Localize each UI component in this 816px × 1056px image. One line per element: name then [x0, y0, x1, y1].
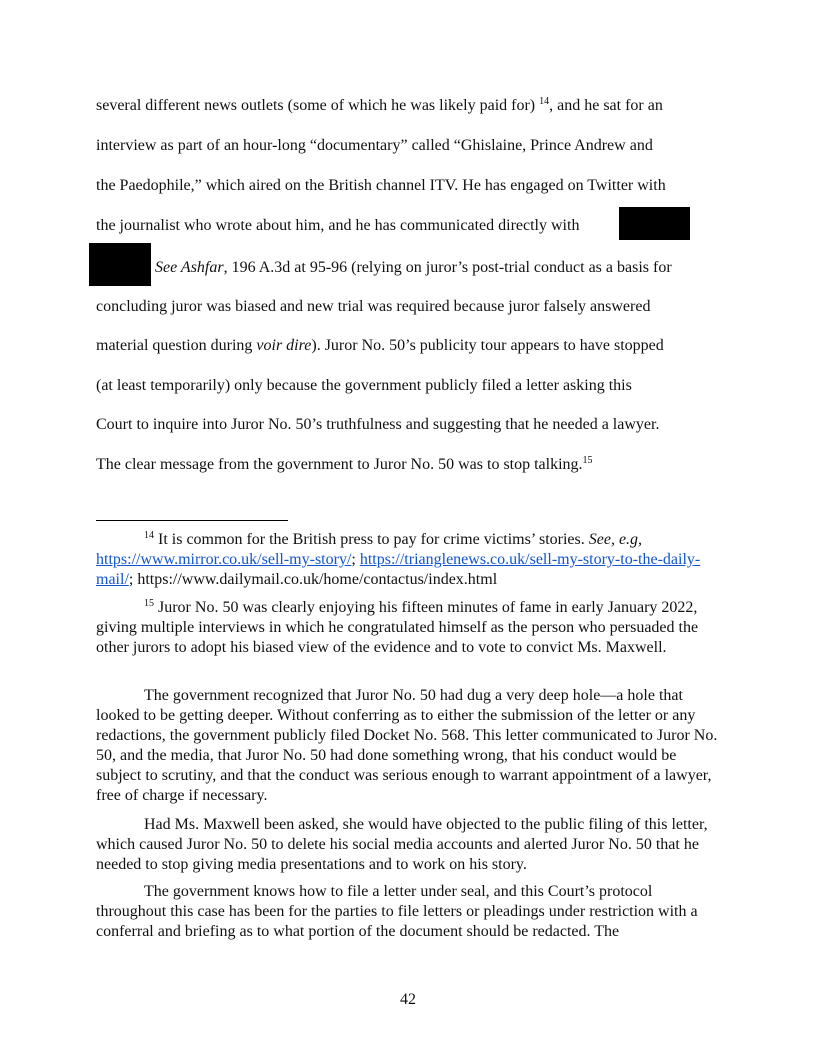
body-line-4: the journalist who wrote about him, and he has communicated directly with — [96, 217, 580, 234]
body-text: ). Juror No. 50’s publicity tour appears to have stopped — [311, 337, 664, 354]
body-line-2: interview as part of an hour-long “documentary” called “Ghislaine, Prince Andrew and — [96, 137, 653, 154]
footnote-text: Juror No. 50 was clearly enjoying his fifteen minutes of fame in early January 2022, giving multiple interviews in which he congratulated himself as the person who persuaded the other jurors to adopt his biased view of the evidence and to vote to convict Ms. Maxwell. — [96, 599, 699, 656]
footnote-15-paragraph-1 — [96, 598, 722, 658]
page-number: 42 — [400, 991, 416, 1008]
body-text: The clear message from the government to Juror No. 50 was to stop talking. — [96, 456, 583, 473]
footnote-number: 15 — [144, 598, 154, 609]
body-line-10 — [96, 455, 593, 475]
mirror-link[interactable]: https://www.mirror.co.uk/sell-my-story/ — [96, 551, 352, 568]
separator-text: ; — [351, 551, 360, 568]
redaction-box — [619, 207, 690, 240]
footnote-text: It is common for the British press to pay for crime victims’ stories. — [154, 531, 589, 548]
case-citation: See Ashfar — [155, 259, 224, 276]
body-line-3: the Paedophile,” which aired on the British channel ITV. He has engaged on Twitter with — [96, 177, 666, 194]
citation-signal: See, e.g, — [588, 531, 643, 548]
footnote-15-paragraph-2: The government recognized that Juror No. 50 had dug a very deep hole—a hole that looked to be getting deeper. Without conferring as to either the submission of the letter or any redactions, the government publicly filed Docket No. 568. This letter communicated to Juror No. 50, and the media, that Juror No. 50 had done something wrong, that his conduct would be subject to scrutiny, and that the conduct was serious enough to warrant appointment of a lawyer, free of charge if necessary. — [96, 687, 718, 804]
footnote-15-paragraph-3: Had Ms. Maxwell been asked, she would have objected to the public filing of this letter, which caused Juror No. 50 to delete his social media accounts and alerted Juror No. 50 that he needed to stop giving media presentations and to work on his story. — [96, 816, 708, 873]
body-line-8: (at least temporarily) only because the government publicly filed a letter asking this — [96, 377, 632, 394]
italic-term: voir dire — [256, 337, 312, 354]
body-text: material question during — [96, 337, 257, 354]
body-text: , 196 A.3d at 95-96 (relying on juror’s post-trial conduct as a basis for — [223, 259, 672, 276]
body-line-5 — [155, 258, 672, 278]
body-line-7 — [96, 336, 664, 356]
body-line-6: concluding juror was biased and new trial was required because juror falsely answered — [96, 298, 651, 315]
redaction-box — [89, 243, 151, 286]
footnote-text: ; https://www.dailymail.co.uk/home/contactus/index.html — [128, 571, 498, 588]
trianglenews-link[interactable]: https://trianglenews.co.uk/sell-my-story-to-the-daily-mail/ — [96, 551, 701, 588]
footnote-separator — [96, 520, 288, 521]
footnote-ref-14[interactable]: 14 — [539, 96, 550, 107]
footnote-ref-15[interactable]: 15 — [582, 455, 593, 466]
body-line-9: Court to inquire into Juror No. 50’s truthfulness and suggesting that he needed a lawyer. — [96, 416, 660, 433]
body-text: , and he sat for an — [549, 97, 663, 114]
body-line-1 — [96, 96, 663, 116]
footnote-number: 14 — [144, 530, 154, 541]
footnote-14 — [96, 530, 722, 590]
body-text: several different news outlets (some of which he was likely paid for) — [96, 97, 536, 114]
footnote-15-paragraph-4: The government knows how to file a letter under seal, and this Court’s protocol throughout this case has been for the parties to file letters or pleadings under restriction with a conferral and briefing as to what portion of the document should be redacted. The — [96, 883, 698, 940]
